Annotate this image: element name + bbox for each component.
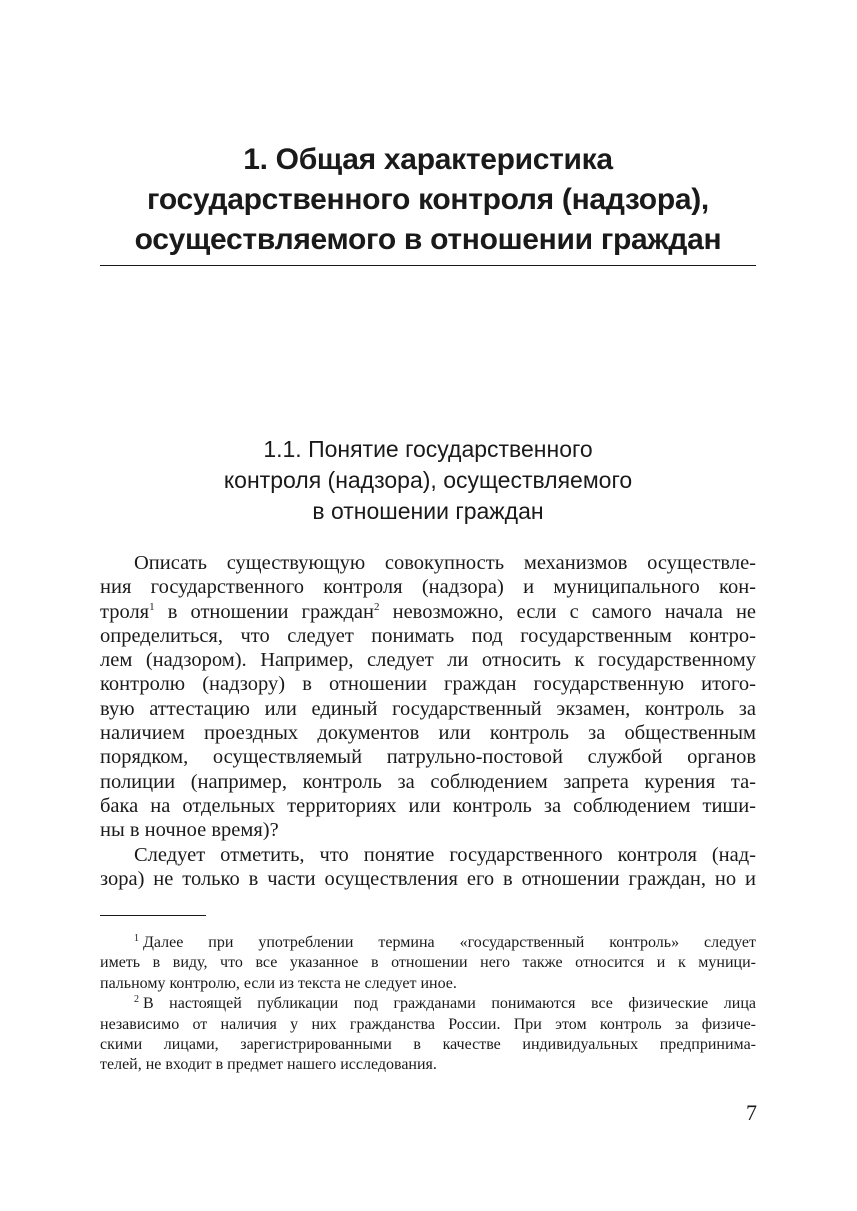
chapter-title [100,140,756,260]
body-line: полиции (например, контроль за соблюдением запрета курения та- [100,770,756,793]
footnote-line: пальному контролю, если из текста не следует иное. [100,974,457,992]
footnote-line [100,994,756,1014]
footnote-line [100,933,756,953]
body-line: вую аттестацию или единый государственный экзамен, контроль за [100,697,756,720]
footnotes [100,933,756,1076]
footnote-text: Далее при употреблении термина «государственный контроль» следует [143,934,756,951]
section-title-line: 1.1. Понятие государственного [263,436,593,462]
body-text [100,551,756,891]
body-line-part: в отношении граждан [167,600,374,623]
footnote-divider [100,915,206,916]
footnote-line: скими лицами, зарегистрированными в качестве индивидуальных предпринима- [100,1035,756,1053]
body-line: Описать существующую совокупность механизмов осуществле- [134,552,756,574]
footnote-line: независимо от наличия у них гражданства России. При этом контроль за физиче- [100,1015,756,1033]
footnote-text: В настоящей публикации под гражданами понимаются все физические лица [143,995,756,1013]
body-line-part: невозможно, если с самого начала не [392,600,757,623]
section-title-line: в отношении граждан [312,498,544,524]
chapter-title-line: осуществляемого в отношении граждан [134,223,722,256]
footnote-mark: 1 [134,933,139,944]
body-line: порядком, осуществляемый патрульно-постовой службой органов [100,746,756,769]
body-line: ны в ночное время)? [100,819,279,842]
body-line: наличием проездных документов или контроль за общественным [100,722,756,745]
title-divider [100,265,756,266]
footnote-ref[interactable]: 2 [373,600,380,613]
body-line-with-footnotes [100,600,756,624]
body-line: бака на отдельных территориях или контроль за соблюдением тиши- [100,794,756,817]
chapter-title-line: государственного контроля (надзора), [147,183,709,216]
footnote-mark: 2 [134,994,139,1006]
chapter-title-line: 1. Общая характеристика [243,143,613,176]
section-title-line: контроля (надзора), осуществляемого [223,467,633,493]
footnote-ref[interactable]: 1 [149,600,155,613]
footnote-line: телей, не входит в предмет нашего исследования. [100,1056,437,1074]
body-line: ния государственного контроля (надзора) и муниципального кон- [100,576,756,599]
body-line-part: троля [100,600,150,623]
body-line: определиться, что следует понимать под государственным контро- [100,624,756,647]
body-line: лем (надзором). Например, следует ли относить к государственному [100,649,756,672]
page-number: 7 [746,1100,757,1125]
body-line: контролю (надзору) в отношении граждан государственную итого- [100,673,756,696]
section-title [100,434,756,527]
body-line: зора) не только в части осуществления его в отношении граждан, но и [100,867,756,890]
footnote-line: иметь в виду, что все указанное в отношении него также относится и к муници- [100,954,756,972]
body-line: Следует отметить, что понятие государственного контроля (над- [134,843,756,866]
